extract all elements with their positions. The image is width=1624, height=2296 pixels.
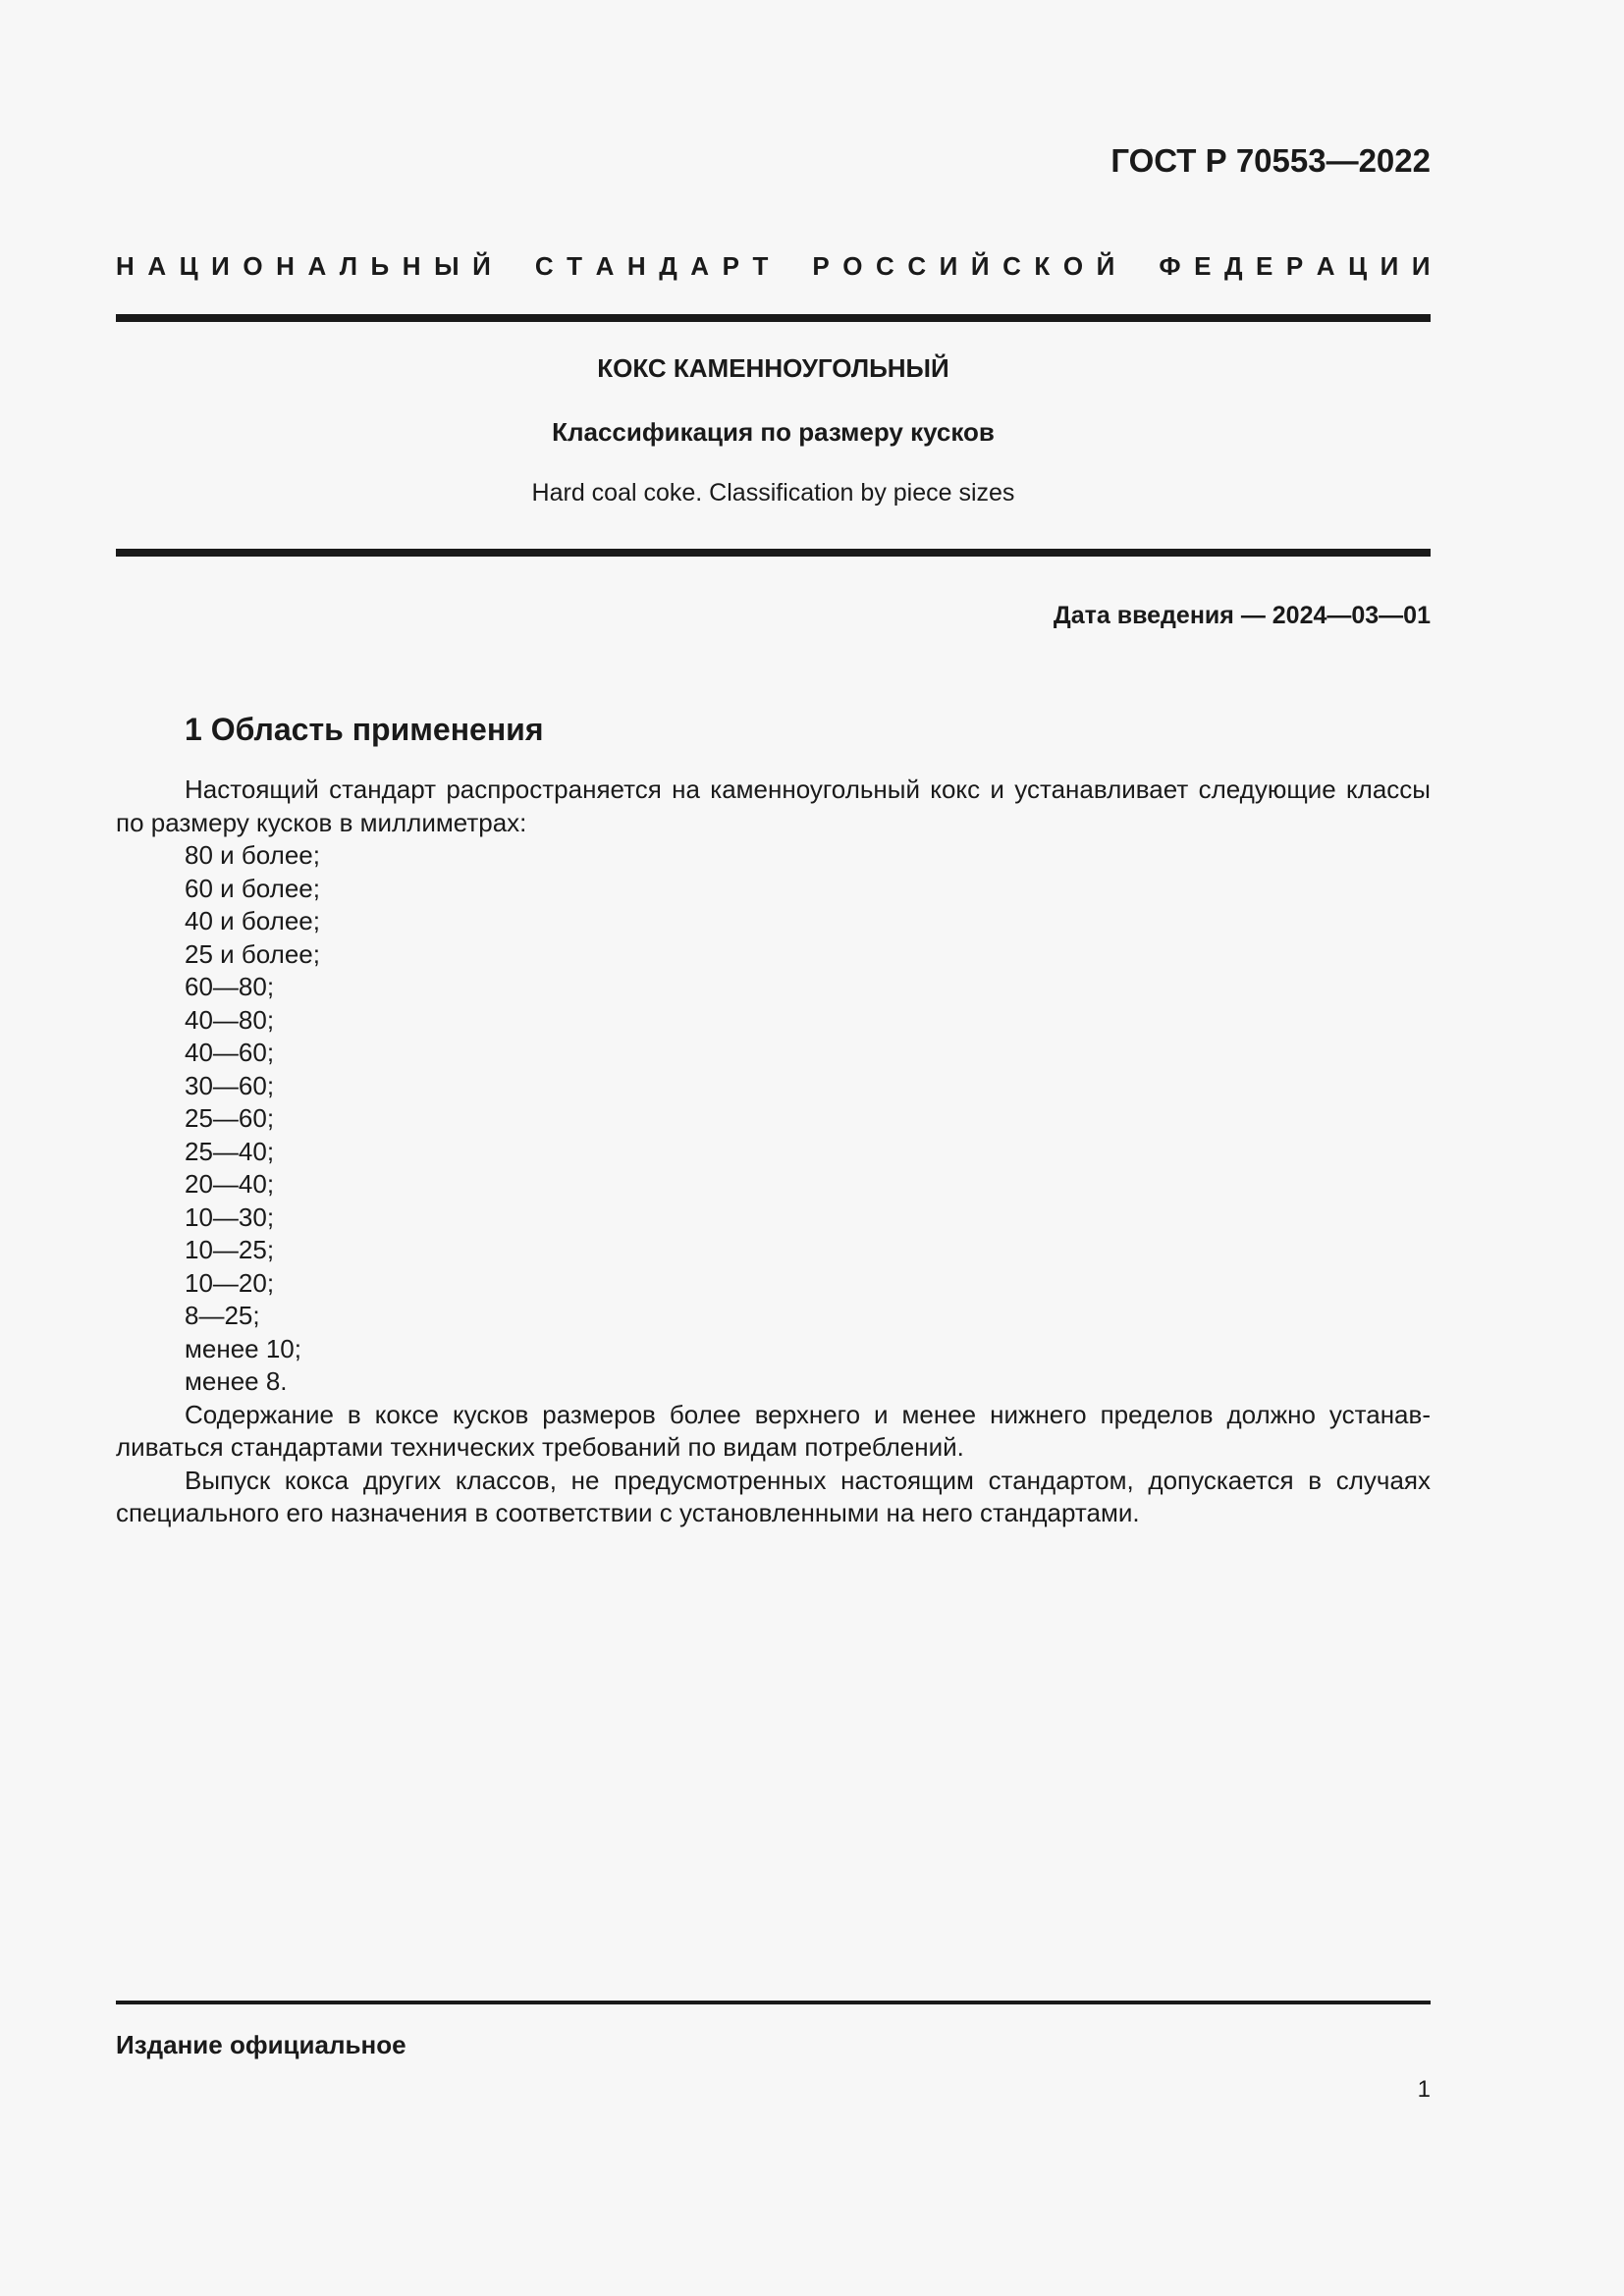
list-item: 40—80;: [185, 1004, 275, 1035]
list-item: 10—20;: [185, 1267, 275, 1298]
list-item: 25—60;: [185, 1103, 275, 1133]
heading-letter: Ь: [370, 251, 390, 281]
heading-letter: Е: [1256, 251, 1273, 281]
title-bottom-rule: [116, 549, 1431, 557]
official-edition-label: Издание официальное: [116, 2030, 406, 2059]
heading-letter: Р: [722, 251, 739, 281]
heading-letter: Н: [626, 251, 646, 281]
list-item: 60—80;: [185, 972, 275, 1001]
list-item: 25 и более;: [185, 938, 320, 969]
heading-letter: А: [147, 251, 167, 281]
heading-letter: С: [1002, 251, 1021, 281]
top-rule: [116, 314, 1431, 322]
heading-letter: Е: [1194, 251, 1212, 281]
heading-letter: Н: [116, 251, 135, 281]
section-heading: 1 Область применения: [185, 712, 544, 747]
heading-letter: Н: [276, 251, 295, 281]
word-gap: [1128, 251, 1146, 282]
heading-letter: Ф: [1159, 251, 1181, 281]
heading-letter: Р: [812, 251, 830, 281]
heading-letter: О: [1062, 251, 1084, 281]
document-subtitle: Классификация по размеру кусков: [552, 417, 995, 447]
heading-letter: Н: [402, 251, 421, 281]
document-title: КОКС КАМЕННОУГОЛЬНЫЙ: [597, 353, 949, 383]
list-item: 60 и более;: [185, 873, 320, 903]
introduction-date: Дата введения — 2024—03—01: [1053, 602, 1431, 629]
heading-letter: Ц: [1348, 251, 1368, 281]
list-item: менее 10;: [185, 1333, 301, 1363]
heading-letter: О: [243, 251, 263, 281]
heading-letter: О: [842, 251, 863, 281]
heading-letter: Д: [1223, 251, 1243, 281]
heading-letter: Д: [659, 251, 677, 281]
list-item: 10—30;: [185, 1201, 275, 1232]
list-item: 10—25;: [185, 1235, 275, 1264]
document-page: [116, 0, 1431, 2296]
heading-letter: А: [1316, 251, 1335, 281]
section-body: [116, 774, 1431, 1530]
heading-letter: Й: [472, 251, 491, 281]
heading-letter: Т: [752, 251, 769, 281]
heading-letter: К: [1034, 251, 1051, 281]
heading-letter: Т: [567, 251, 583, 281]
heading-letter: А: [595, 251, 615, 281]
heading-letter: А: [307, 251, 327, 281]
heading-letter: Л: [339, 251, 358, 281]
intro-paragraph: Настоящий стандарт распространяется на каменноугольный кокс и устанавливает следующие классы по размеру кусков в миллиметрах:: [116, 774, 1431, 837]
heading-letter: С: [534, 251, 554, 281]
limits-paragraph: Содержание в коксе кусков размеров более верхнего и менее нижнего пределов должно устанавливаться стандартами технических требований по видам потреблений.: [116, 1399, 1431, 1462]
national-standard-heading: [116, 251, 1431, 282]
document-code: ГОСТ Р 70553—2022: [1110, 142, 1431, 179]
heading-letter: И: [939, 251, 958, 281]
word-gap: [504, 251, 521, 282]
heading-letter: Й: [1096, 251, 1115, 281]
list-item: 25—40;: [185, 1136, 275, 1166]
heading-letter: И: [1411, 251, 1431, 281]
list-item: менее 8.: [185, 1366, 288, 1396]
heading-letter: С: [907, 251, 927, 281]
list-item: 80 и более;: [185, 840, 320, 870]
list-item: 30—60;: [185, 1070, 275, 1100]
page-number: 1: [1417, 2076, 1431, 2103]
heading-letter: Й: [970, 251, 990, 281]
heading-letter: Ц: [179, 251, 198, 281]
heading-letter: Р: [1285, 251, 1304, 281]
heading-letter: И: [211, 251, 230, 281]
list-item: 20—40;: [185, 1169, 275, 1199]
footer-rule: [116, 2001, 1431, 2004]
list-item: 40 и более;: [185, 906, 320, 935]
list-item: 8—25;: [185, 1301, 260, 1330]
heading-letter: А: [690, 251, 710, 281]
size-class-list: [116, 839, 1431, 1399]
english-title: Hard coal coke. Classification by piece sizes: [531, 479, 1015, 507]
other-classes-paragraph: Выпуск кокса других классов, не предусмотренных настоящим стандартом, допускается в случаях специального его назначения в соответствии с установленными на него стандартами.: [116, 1465, 1431, 1527]
word-gap: [782, 251, 799, 282]
list-item: 40—60;: [185, 1038, 275, 1067]
heading-letter: Ы: [434, 251, 460, 281]
heading-letter: С: [876, 251, 894, 281]
heading-letter: И: [1380, 251, 1399, 281]
